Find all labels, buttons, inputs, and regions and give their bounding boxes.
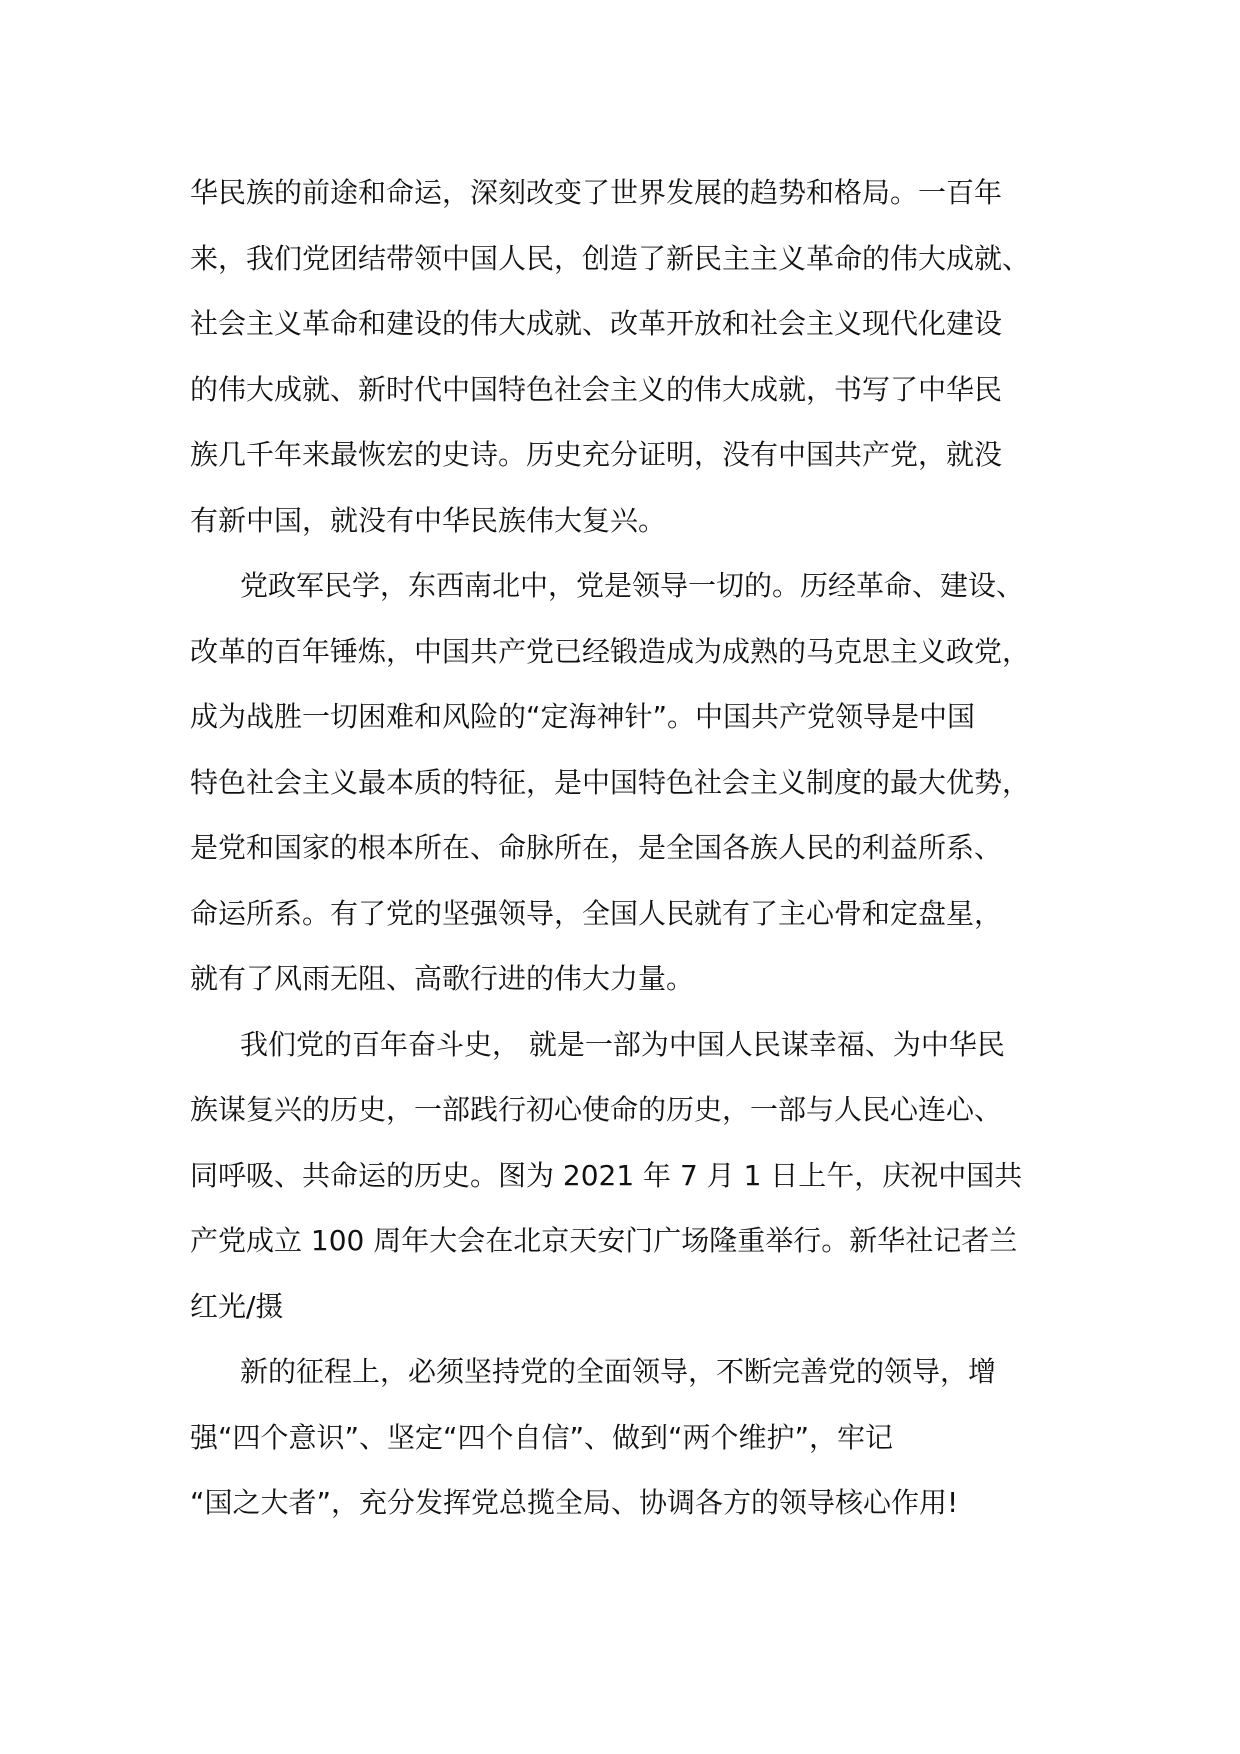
- text-line: 是党和国家的根本所在、命脉所在，是全国各族人民的利益所系、: [190, 831, 1003, 864]
- text-line: 的伟大成就、新时代中国特色社会主义的伟大成就，书写了中华民: [190, 372, 1003, 406]
- text-line: 新的征程上，必须坚持党的全面领导，不断完善党的领导，增: [240, 1355, 997, 1388]
- text-line: 来，我们党团结带领中国人民，创造了新民主主义革命的伟大成就、: [190, 241, 1031, 275]
- text-line: 红光/摄: [190, 1289, 284, 1323]
- text-line: 产党成立 100 周年大会在北京天安门广场隆重举行。新华社记者兰: [190, 1224, 1018, 1257]
- text-line: “国之大者”，充分发挥党总揽全局、协调各方的领导核心作用!: [190, 1486, 959, 1519]
- text-line: 党政军民学，东西南北中，党是领导一切的。历经革命、建设、: [240, 569, 1025, 602]
- text-line: 成为战胜一切困难和风险的“定海神针”。中国共产党领导是中国: [190, 700, 976, 733]
- text-line: 同呼吸、共命运的历史。图为 2021 年 7 月 1 日上午，庆祝中国共: [190, 1158, 1023, 1192]
- paragraph-1: [190, 160, 1070, 553]
- text-line: 命运所系。有了党的坚强领导，全国人民就有了主心骨和定盘星，: [190, 896, 1003, 930]
- text-line: 特色社会主义最本质的特征，是中国特色社会主义制度的最大优势，: [190, 765, 1031, 799]
- text-line: 改革的百年锤炼，中国共产党已经锻造成为成熟的马克思主义政党，: [190, 634, 1031, 668]
- text-line: 有新中国，就没有中华民族伟大复兴。: [190, 503, 667, 537]
- text-line: 就有了风雨无阻、高歌行进的伟大力量。: [190, 962, 695, 995]
- paragraph-4: [190, 1339, 1070, 1536]
- text-line: 华民族的前途和命运，深刻改变了世界发展的趋势和格局。一百年: [190, 176, 1003, 209]
- text-line: 族几千年来最恢宏的史诗。历史充分证明，没有中国共产党，就没: [190, 438, 1003, 471]
- text-line: 社会主义革命和建设的伟大成就、改革开放和社会主义现代化建设: [190, 307, 1003, 340]
- document-body: [190, 160, 1070, 1536]
- text-line: 强“四个意识”、坚定“四个自信”、做到“两个维护”，牢记: [190, 1420, 894, 1454]
- text-line: 族谋复兴的历史，一部践行初心使命的历史，一部与人民心连心、: [190, 1093, 1003, 1126]
- text-line: 我们党的百年奋斗史， 就是一部为中国人民谋幸福、为中华民: [240, 1027, 1005, 1061]
- paragraph-3: [190, 1012, 1070, 1340]
- paragraph-2: [190, 553, 1070, 1012]
